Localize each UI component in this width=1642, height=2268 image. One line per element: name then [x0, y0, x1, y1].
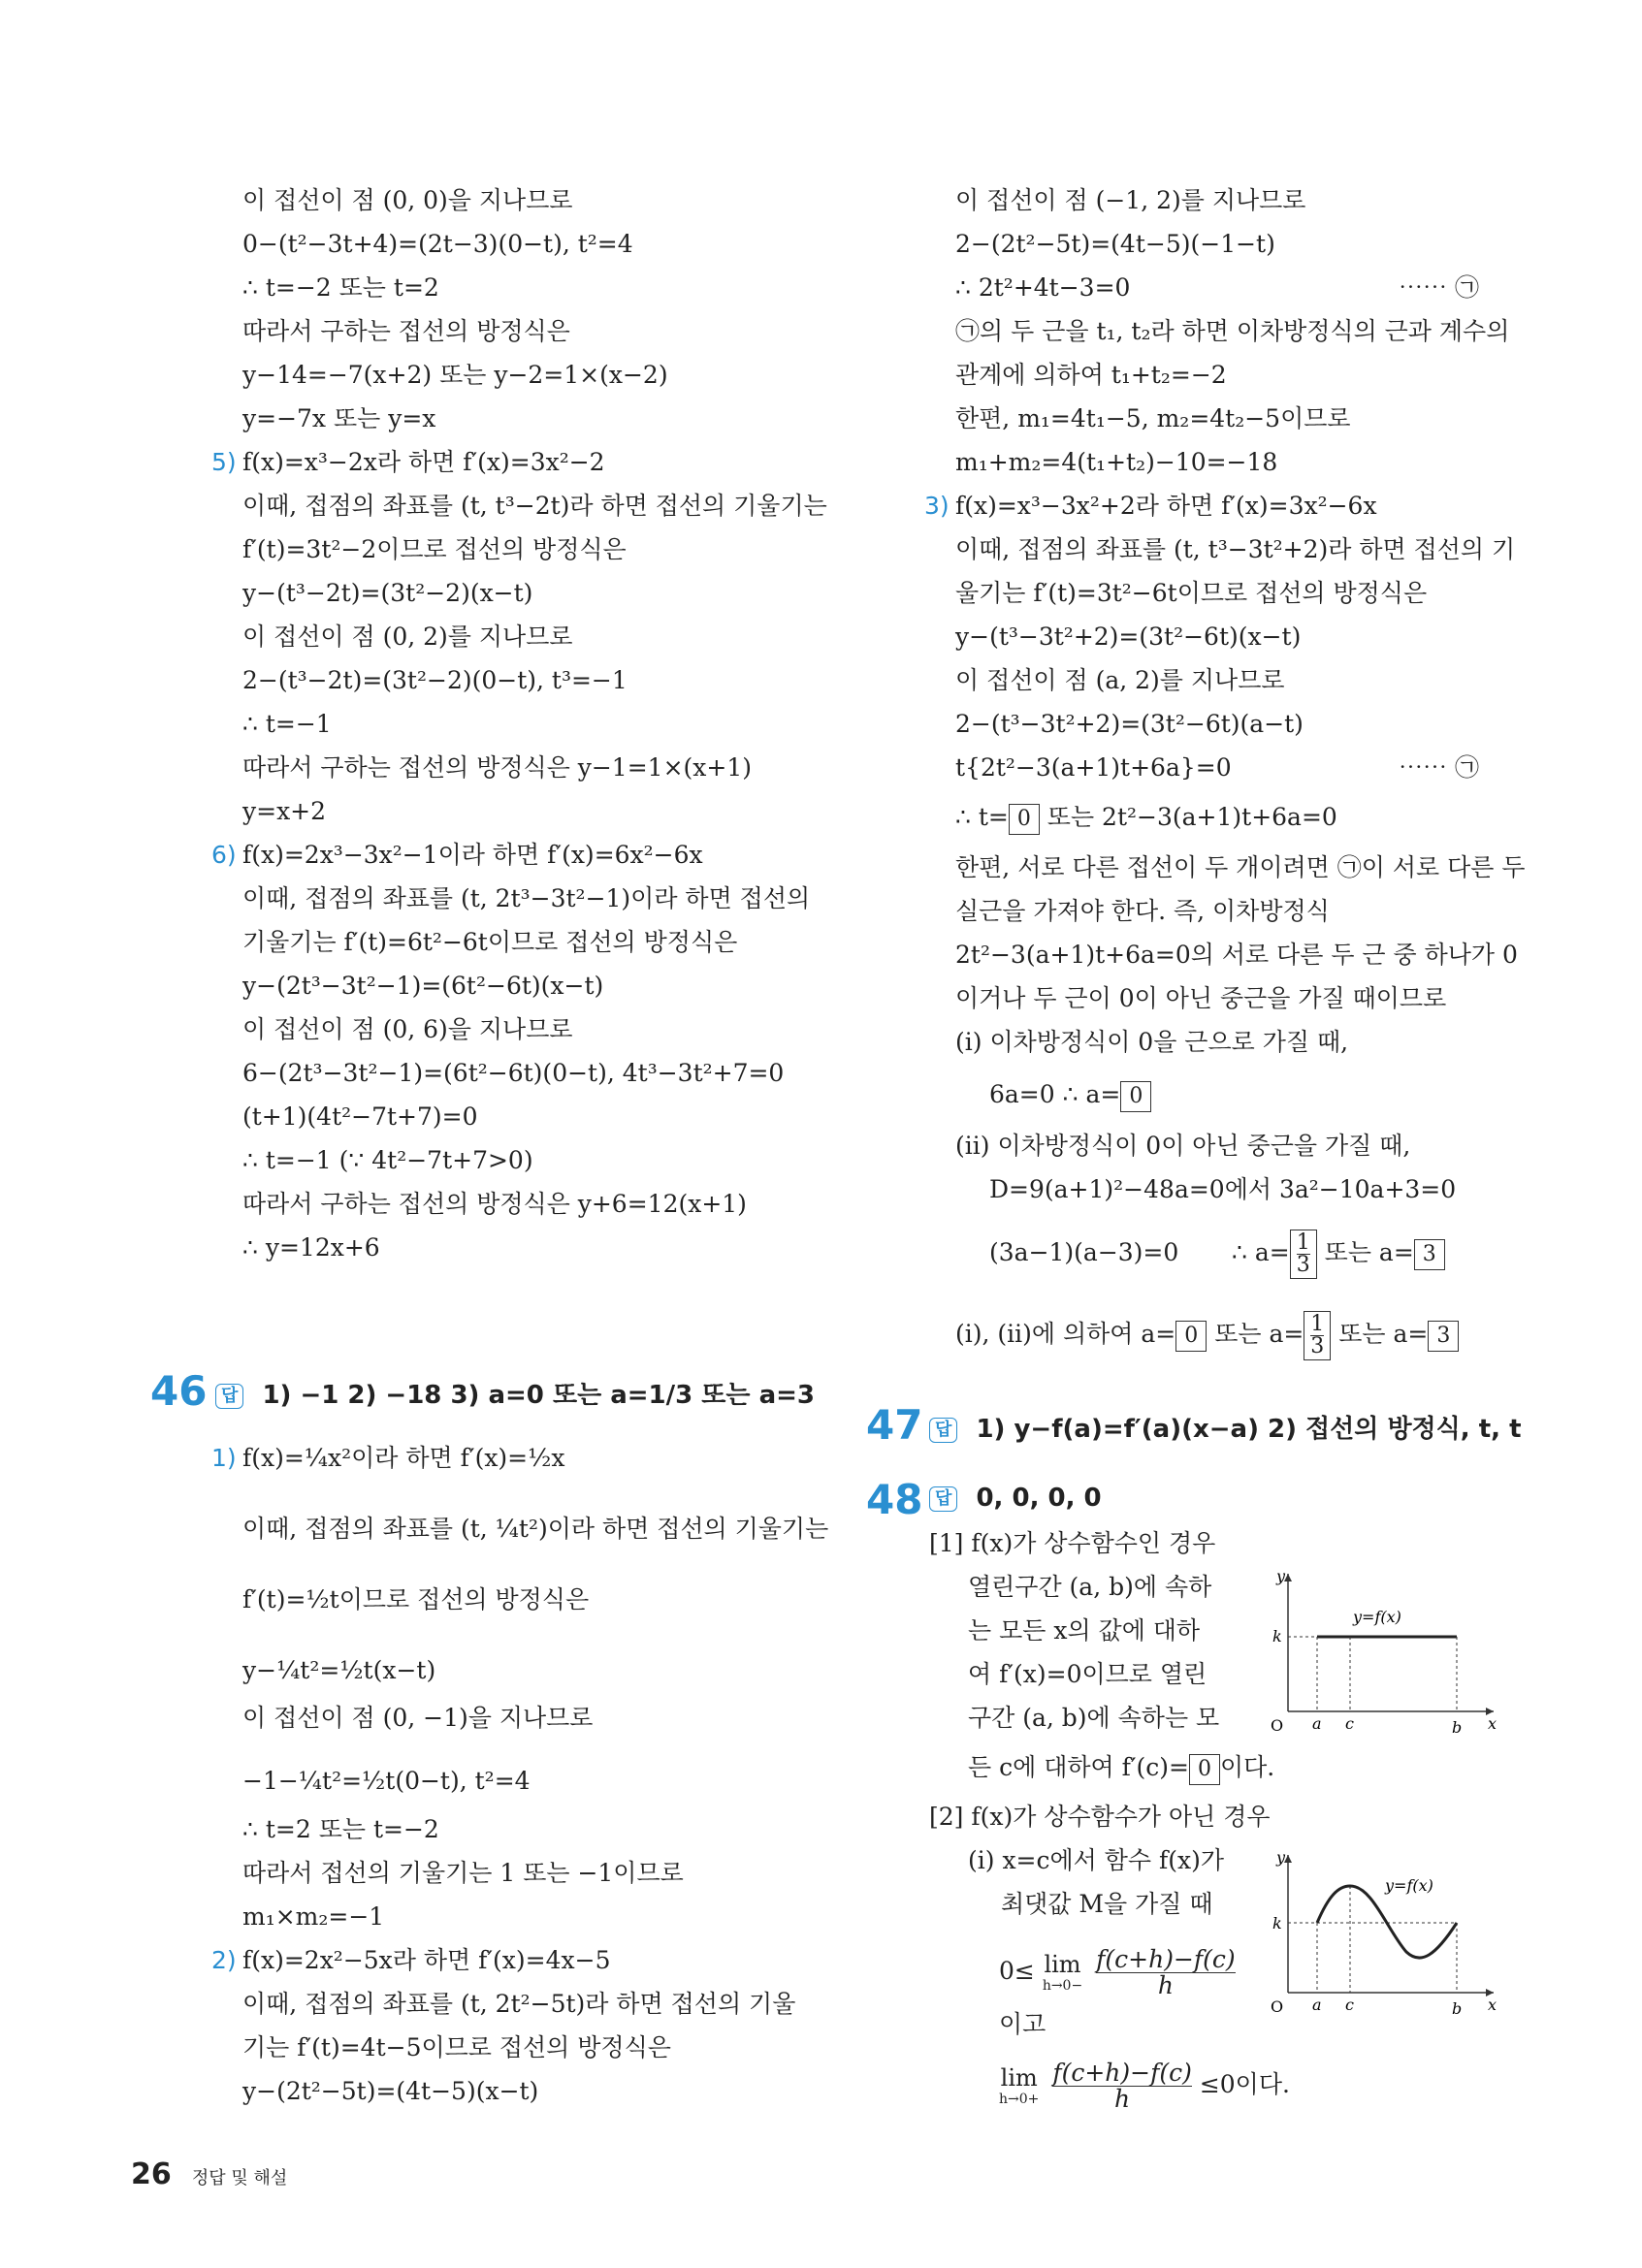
text-line: 6−(2t³−3t²−1)=(6t²−6t)(0−t), 4t³−3t²+7=0: [242, 1059, 785, 1087]
text-line: 이때, 접점의 좌표를 (t, 2t²−5t)라 하면 접선의 기울: [242, 1990, 796, 2018]
text-line: ∴ t=−2 또는 t=2: [242, 273, 439, 302]
sub-number: 1): [211, 1444, 237, 1472]
fraction-box: [1304, 1311, 1331, 1360]
text-line: −1−¼t²=½t(0−t), t²=4: [242, 1767, 531, 1795]
text-line: y−(2t²−5t)=(4t−5)(x−t): [242, 2077, 539, 2105]
text-line: (3a−1)(a−3)=0: [989, 1238, 1179, 1266]
text-line: (ⅰ) x=c에서 함수 f(x)가: [968, 1846, 1224, 1874]
text-line: [2] f(x)가 상수함수가 아닌 경우: [929, 1803, 1271, 1831]
text-line: ∴ t=2 또는 t=−2: [242, 1815, 439, 1843]
text-line: y−(t³−3t²+2)=(3t²−6t)(x−t): [955, 623, 1302, 651]
text-line: y−¼t²=½t(x−t): [242, 1656, 436, 1684]
text-line: 2−(2t²−5t)=(4t−5)(−1−t): [955, 230, 1275, 258]
problem-number: 48: [866, 1476, 923, 1523]
text-line: 최댓값 M을 가질 때: [1001, 1890, 1213, 1918]
problem-number: 47: [866, 1401, 923, 1449]
x-label: x: [1488, 1996, 1497, 2014]
text-line: 이때, 접점의 좌표를 (t, 2t³−3t²−1)이라 하면 접선의: [242, 884, 811, 912]
or-text: 또는 a=: [1316, 1238, 1414, 1266]
text-line: [955, 801, 1337, 835]
text-line: 구간 (a, b)에 속하는 모: [968, 1704, 1220, 1732]
text-line: y−(2t³−3t²−1)=(6t²−6t)(x−t): [242, 972, 604, 1000]
text-line: [955, 1305, 1459, 1363]
text-line: f(x)=x³−2x라 하면 f′(x)=3x²−2: [242, 448, 605, 476]
text-line: 한편, m₁=4t₁−5, m₂=4t₂−5이므로: [955, 404, 1351, 432]
text-line: 이 접선이 점 (a, 2)를 지나므로: [955, 666, 1285, 694]
text-line: 따라서 구하는 접선의 방정식은 y−1=1×(x+1): [242, 753, 752, 782]
y-axis-arrow: [1284, 1574, 1292, 1581]
answer-badge: 답: [929, 1418, 957, 1443]
text-line: m₁×m₂=−1: [242, 1902, 385, 1931]
sub-number: 5): [211, 448, 237, 476]
text-line: 2−(t³−2t)=(3t²−2)(0−t), t³=−1: [242, 666, 628, 694]
text-line: 이 접선이 점 (0, 6)을 지나므로: [242, 1015, 573, 1043]
text-line: 울기는 f′(t)=3t²−6t이므로 접선의 방정식은: [955, 579, 1428, 607]
lim-symbol: lim h→0+: [999, 2063, 1040, 2107]
text-line: y−(t³−2t)=(3t²−2)(x−t): [242, 579, 533, 607]
sub-number: 2): [211, 1946, 237, 1974]
constant-function-graph: [1251, 1566, 1503, 1736]
x-label: x: [1488, 1714, 1497, 1733]
answer-line: [215, 1375, 815, 1411]
text-line: [1232, 1224, 1445, 1282]
text-line: 이 접선이 점 (−1, 2)를 지나므로: [955, 186, 1306, 214]
case1-text: 6a=0 ∴ a=: [989, 1080, 1121, 1108]
answer-text: 0, 0, 0, 0: [976, 1484, 1102, 1513]
text-line: 한편, 서로 다른 접선이 두 개이려면 ㉠이 서로 다른 두: [955, 853, 1526, 881]
answer-box: 3: [1428, 1321, 1459, 1352]
problem-number: 46: [150, 1367, 208, 1415]
c-label: c: [1345, 1714, 1354, 1733]
b-label: b: [1452, 1718, 1463, 1736]
text-line: 열린구간 (a, b)에 속하: [968, 1573, 1212, 1601]
curve-label: y=f(x): [1385, 1876, 1433, 1895]
frac-den: 3: [1310, 1334, 1325, 1358]
page-footer: [131, 2157, 287, 2191]
answer-line: [929, 1409, 1522, 1445]
text-line: D=9(a+1)²−48a=0에서 3a²−10a+3=0: [989, 1175, 1457, 1203]
text-line: t{2t²−3(a+1)t+6a}=0: [955, 753, 1232, 782]
text-line: y−14=−7(x+2) 또는 y−2=1×(x−2): [242, 361, 668, 389]
text-line: 이때, 접점의 좌표를 (t, t³−2t)라 하면 접선의 기울기는: [242, 492, 827, 520]
text-line: 는 모든 x의 값에 대하: [968, 1616, 1201, 1645]
origin-label: O: [1271, 1997, 1284, 2016]
lim-fraction: $\frac{f(c+h)-f(c)}{h}$: [1096, 1945, 1236, 1999]
final-or: 또는 a=: [1207, 1320, 1304, 1348]
text-line: 여 f′(x)=0이므로 열린: [968, 1660, 1207, 1688]
k-label: k: [1272, 1627, 1282, 1645]
answer-badge: 답: [929, 1486, 957, 1512]
fraction-box: [1290, 1230, 1317, 1279]
text-line: f(x)=x³−3x²+2라 하면 f′(x)=3x²−6x: [955, 492, 1377, 520]
text-line: 기는 f′(t)=4t−5이므로 접선의 방정식은: [242, 2033, 671, 2061]
text-line: f′(t)=½t이므로 접선의 방정식은: [242, 1585, 590, 1613]
answer-badge: 답: [215, 1384, 243, 1409]
text-line: ∴ t=−1 (∵ 4t²−7t+7>0): [242, 1146, 533, 1174]
sub-number: 6): [211, 841, 237, 869]
text-line: ∴ y=12x+6: [242, 1233, 380, 1262]
final-prefix: (ⅰ), (ⅱ)에 의하여 a=: [955, 1320, 1176, 1348]
text-line: m₁+m₂=4(t₁+t₂)−10=−18: [955, 448, 1278, 476]
text-line: [989, 1078, 1151, 1112]
y-axis-arrow: [1284, 1855, 1292, 1863]
page-number: 26: [131, 2157, 172, 2191]
text-line: 따라서 접선의 기울기는 1 또는 −1이므로: [242, 1859, 684, 1887]
function-curve: [1317, 1886, 1457, 1958]
limit-left: [999, 1947, 1236, 1998]
frac-num: 1: [1296, 1230, 1310, 1255]
footer-text: 정답 및 해설: [191, 2168, 288, 2188]
answer-box: 0: [1120, 1081, 1151, 1112]
text-line: y=−7x 또는 y=x: [242, 404, 436, 432]
text-line: 이 접선이 점 (0, −1)을 지나므로: [242, 1704, 594, 1732]
text-line: f′(t)=3t²−2이므로 접선의 방정식은: [242, 535, 627, 563]
origin-label: O: [1271, 1716, 1284, 1735]
y-label: y: [1276, 1567, 1286, 1585]
b-label: b: [1452, 1999, 1463, 2018]
text-line: 따라서 구하는 접선의 방정식은 y+6=12(x+1): [242, 1190, 747, 1218]
text-line: 이때, 접점의 좌표를 (t, t³−3t²+2)라 하면 접선의 기: [955, 535, 1516, 563]
or-text: 또는 a=: [1331, 1320, 1429, 1348]
a-label: a: [1312, 1714, 1322, 1733]
answer-text: 1) y−f(a)=f′(a)(x−a) 2) 접선의 방정식, t, t: [976, 1415, 1522, 1444]
answer-text: 1) −1 2) −18 3) a=0 또는 a=1/3 또는 a=3: [262, 1381, 815, 1410]
case1-end-a: 든 c에 대하여 f′(c)=: [968, 1753, 1189, 1781]
equation-mark: ⋯⋯ ㉠: [1399, 753, 1479, 782]
t-suffix: 또는 2t²−3(a+1)t+6a=0: [1039, 803, 1337, 831]
text-line: ㉠의 두 근을 t₁, t₂라 하면 이차방정식의 근과 계수의: [955, 317, 1510, 345]
frac-num: 1: [1310, 1312, 1325, 1336]
text-line: 이거나 두 근이 0이 아닌 중근을 가질 때이므로: [955, 984, 1447, 1012]
text-line: 따라서 구하는 접선의 방정식은: [242, 317, 570, 345]
text-line: 기울기는 f′(t)=6t²−6t이므로 접선의 방정식은: [242, 928, 738, 956]
k-label: k: [1272, 1914, 1282, 1933]
lim-fraction: $\frac{f(c+h)-f(c)}{h}$: [1052, 2059, 1192, 2113]
text-line: 이 접선이 점 (0, 0)을 지나므로: [242, 186, 573, 214]
text-line: f(x)=¼x²이라 하면 f′(x)=½x: [242, 1444, 565, 1472]
text-line: f(x)=2x²−5x라 하면 f′(x)=4x−5: [242, 1946, 611, 1974]
lim-suffix: ≤0이다.: [1199, 2070, 1290, 2098]
text-line: ∴ 2t²+4t−3=0: [955, 273, 1131, 302]
answer-box: 0: [1189, 1754, 1220, 1785]
y-label: y: [1276, 1848, 1286, 1867]
text-line: 이고: [999, 2010, 1046, 2038]
text-line: y=x+2: [242, 797, 327, 825]
text-line: f(x)=2x³−3x²−1이라 하면 f′(x)=6x²−6x: [242, 841, 703, 869]
frac-den: 3: [1296, 1253, 1310, 1277]
text-line: 관계에 의하여 t₁+t₂=−2: [955, 361, 1227, 389]
nonconstant-function-graph: [1251, 1847, 1503, 2022]
text-line: 2t²−3(a+1)t+6a=0의 서로 다른 두 근 중 하나가 0: [955, 941, 1518, 969]
text-line: 이때, 접점의 좌표를 (t, ¼t²)이라 하면 접선의 기울기는: [242, 1515, 829, 1543]
text-line: [1] f(x)가 상수함수인 경우: [929, 1529, 1216, 1557]
answer-line: [929, 1484, 1102, 1513]
a-label: a: [1312, 1996, 1322, 2014]
answer-box: 0: [1175, 1321, 1207, 1352]
text-line: 실근을 가져야 한다. 즉, 이차방정식: [955, 897, 1330, 925]
lim-symbol: lim h→0−: [1042, 1950, 1083, 1994]
text-line: [968, 1751, 1274, 1785]
c-label: c: [1345, 1996, 1354, 2014]
curve-label: y=f(x): [1353, 1608, 1401, 1626]
lim-prefix: 0≤: [999, 1957, 1035, 1985]
t-prefix: ∴ t=: [955, 803, 1009, 831]
text-line: (t+1)(4t²−7t+7)=0: [242, 1102, 478, 1131]
text-line: 이 접선이 점 (0, 2)를 지나므로: [242, 623, 573, 651]
text-line: (ⅰ) 이차방정식이 0을 근으로 가질 때,: [955, 1028, 1349, 1056]
text-line: ∴ t=−1: [242, 710, 332, 738]
text-line: 2−(t³−3t²+2)=(3t²−6t)(a−t): [955, 710, 1304, 738]
answer-box: 3: [1414, 1239, 1445, 1270]
case1-end-b: 이다.: [1219, 1753, 1275, 1781]
equation-mark: ⋯⋯ ㉠: [1399, 273, 1479, 302]
text-line: (ⅱ) 이차방정식이 0이 아닌 중근을 가질 때,: [955, 1132, 1411, 1160]
case2-a: ∴ a=: [1232, 1238, 1290, 1266]
answer-box: 0: [1009, 804, 1040, 835]
limit-right: [999, 2060, 1290, 2112]
sub-number: 3): [924, 492, 950, 520]
text-line: 0−(t²−3t+4)=(2t−3)(0−t), t²=4: [242, 230, 633, 258]
